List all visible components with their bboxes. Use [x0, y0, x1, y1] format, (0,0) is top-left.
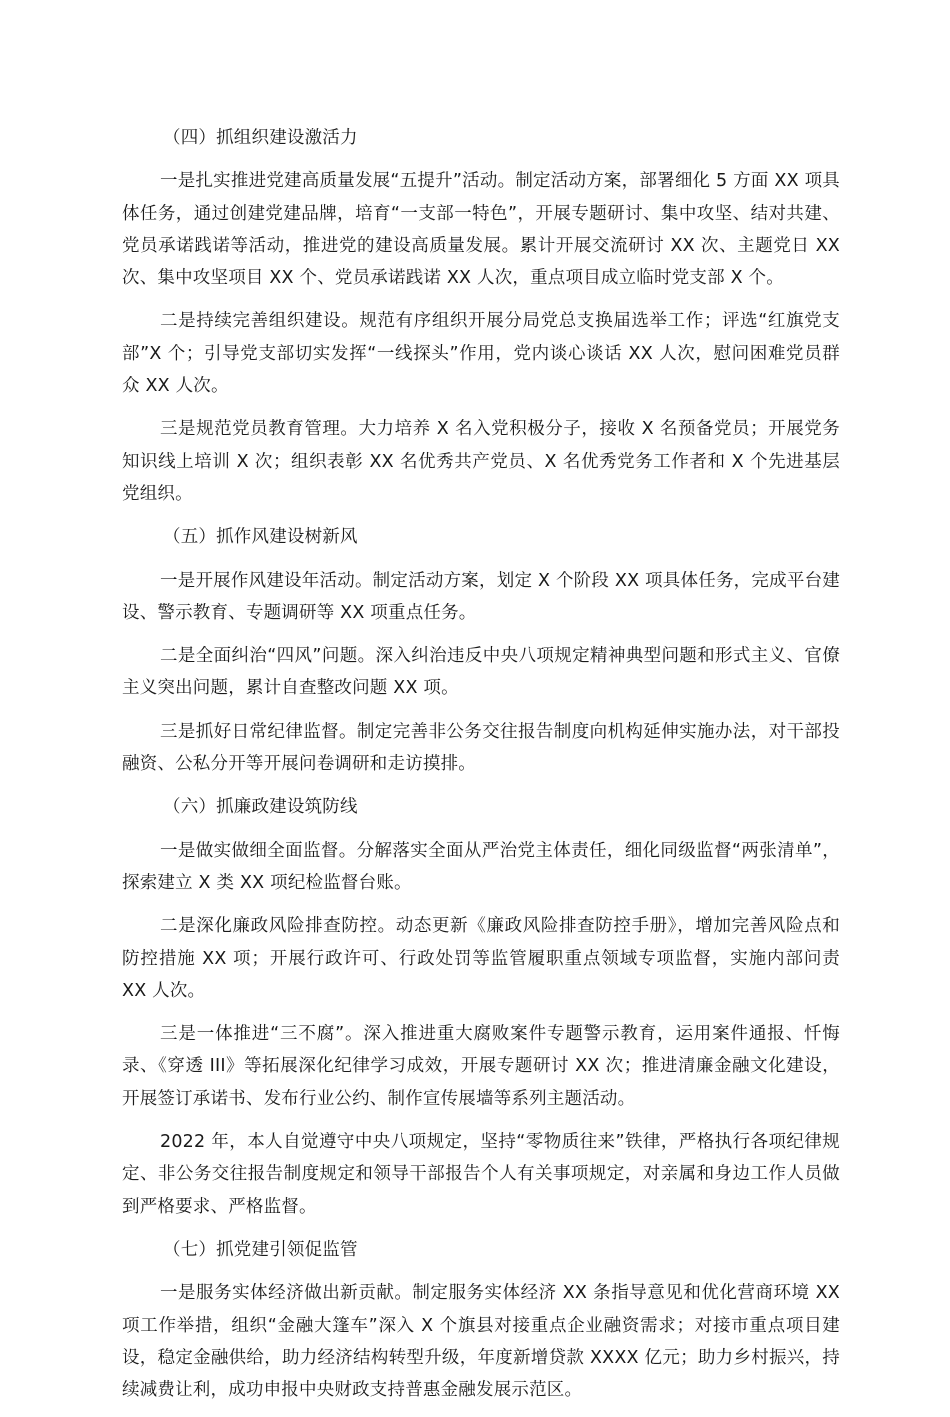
paragraph: 一是扎实推进党建高质量发展“五提升”活动。制定活动方案，部署细化 5 方面 XX 项具体任务，通过创建党建品牌，培育“一支部一特色”，开展专题研讨、集中攻坚、结对共建、党员承诺践诺等活动，推进党的建设高质量发展。累计开展交流研讨 XX 次、主题党日 XX 次、集中攻坚项目 XX 个、党员承诺践诺 XX 人次，重点项目成立临时党支部 X 个。: [122, 171, 840, 289]
paragraph: 二是持续完善组织建设。规范有序组织开展分局党总支换届选举工作；评选“红旗党支部”X 个；引导党支部切实发挥“一线探头”作用，党内谈心谈话 XX 人次，慰问困难党员群众 XX 人次。: [122, 311, 840, 397]
section-heading-4: （四）抓组织建设激活力: [163, 128, 358, 148]
paragraph: 二是全面纠治“四风”问题。深入纠治违反中央八项规定精神典型问题和形式主义、官僚主义突出问题，累计自查整改问题 XX 项。: [122, 646, 840, 699]
section-heading-5: （五）抓作风建设树新风: [163, 527, 358, 548]
section-heading-7: （七）抓党建引领促监管: [163, 1239, 358, 1260]
paragraph: 三是一体推进“三不腐”。深入推进重大腐败案件专题警示教育，运用案件通报、忏悔录、《穿透 III》等拓展深化纪律学习成效，开展专题研讨 XX 次；推进清廉金融文化建设，开展签订承诺书、发布行业公约、制作宣传展墙等系列主题活动。: [122, 1024, 840, 1109]
paragraph: 三是抓好日常纪律监督。制定完善非公务交往报告制度向机构延伸实施办法，对干部投融资、公私分开等开展问卷调研和走访摸排。: [122, 721, 840, 775]
document-body: [122, 122, 840, 1417]
paragraph: 二是深化廉政风险排查防控。动态更新《廉政风险排查防控手册》，增加完善风险点和防控措施 XX 项；开展行政许可、行政处罚等监管履职重点领域专项监督，实施内部问责 XX 人次。: [122, 916, 840, 1001]
paragraph: 2022 年，本人自觉遵守中央八项规定，坚持“零物质往来”铁律，严格执行各项纪律规定、非公务交往报告制度规定和领导干部报告个人有关事项规定，对亲属和身边工作人员做到严格要求、严格监督。: [122, 1132, 840, 1217]
section-heading-6: （六）抓廉政建设筑防线: [163, 797, 358, 818]
paragraph: 三是规范党员教育管理。大力培养 X 名入党积极分子，接收 X 名预备党员；开展党务知识线上培训 X 次；组织表彰 XX 名优秀共产党员、X 名优秀党务工作者和 X 个先进基层党组织。: [122, 419, 840, 504]
paragraph: 一是开展作风建设年活动。制定活动方案，划定 X 个阶段 XX 项具体任务，完成平台建设、警示教育、专题调研等 XX 项重点任务。: [122, 570, 840, 623]
paragraph: 一是服务实体经济做出新贡献。制定服务实体经济 XX 条指导意见和优化营商环境 XX 项工作举措，组织“金融大篷车”深入 X 个旗县对接重点企业融资需求；对接市重点项目建设，稳定金融供给，助力经济结构转型升级，年度新增贷款 XXXX 亿元；助力乡村振兴，持续减费让利，成功申报中央财政支持普惠金融发展示范区。: [122, 1283, 840, 1401]
paragraph: 一是做实做细全面监督。分解落实全面从严治党主体责任，细化同级监督“两张清单”，探索建立 X 类 XX 项纪检监督台账。: [122, 840, 840, 893]
